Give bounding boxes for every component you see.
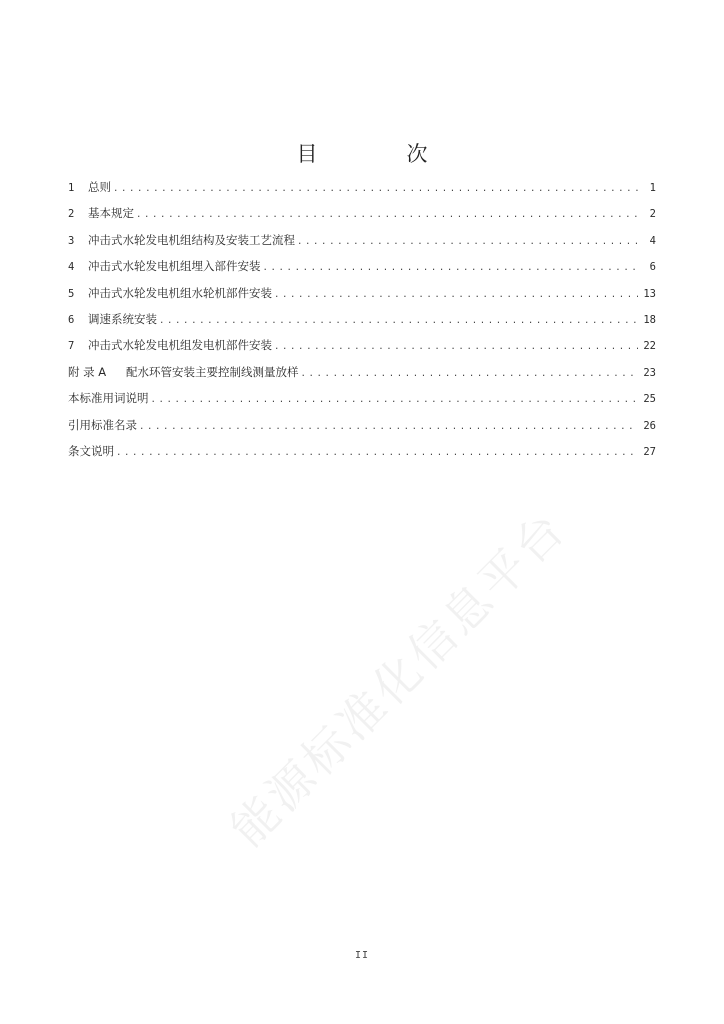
toc-entry-page: 13 [643,287,656,300]
toc-entry-title: 冲击式水轮发电机组埋入部件安装 [88,259,261,274]
toc-entry-number: 2 [68,208,75,221]
toc-entry-appendix-a[interactable] [68,362,656,388]
toc-dot-leader [301,364,639,384]
toc-entry-title: 冲击式水轮发电机组发电机部件安装 [88,338,272,353]
toc-entry-page: 4 [649,234,656,247]
toc-dot-leader [274,285,638,305]
toc-entry-1[interactable] [68,177,656,203]
toc-entry-page: 25 [643,393,656,406]
toc-dot-leader [139,417,638,437]
watermark: 能源标准化信息平台 [220,500,577,857]
toc-entry-title: 调速系统安装 [88,311,157,326]
toc-entry-6[interactable] [68,309,656,335]
toc-entry-title: 条文说明 [68,443,114,458]
toc-entry-4[interactable] [68,256,656,282]
toc-entry-title: 冲击式水轮发电机组水轮机部件安装 [88,285,272,300]
toc-entry-number: 7 [68,340,75,353]
toc-entry-terms[interactable] [68,388,656,414]
toc-entry-page: 6 [649,261,656,274]
toc-entry-title: 配水环管安装主要控制线测量放样 [126,364,299,379]
toc-entry-number: 6 [68,313,75,326]
toc-dot-leader [274,337,638,357]
toc-dot-leader [116,443,638,463]
toc-entry-page: 27 [643,445,656,458]
toc-entry-title: 本标准用词说明 [68,391,149,406]
toc-entry-page: 2 [649,208,656,221]
toc-dot-leader [159,311,638,331]
toc-entry-title: 基本规定 [88,206,134,221]
toc-entry-number: 附 录 A [68,364,107,379]
table-of-contents [68,177,656,467]
toc-entry-number: 3 [68,234,75,247]
toc-dot-leader [136,205,638,225]
page-number: II [354,950,370,961]
toc-entry-title: 引用标准名录 [68,417,137,432]
toc-entry-2[interactable] [68,203,656,229]
toc-dot-leader [263,258,639,278]
toc-entry-title: 冲击式水轮发电机组结构及安装工艺流程 [88,232,295,247]
toc-entry-references[interactable] [68,415,656,441]
toc-entry-explanation[interactable] [68,441,656,467]
toc-dot-leader [297,232,638,252]
toc-entry-number: 1 [68,182,75,194]
toc-entry-3[interactable] [68,230,656,256]
toc-entry-number: 5 [68,287,75,300]
toc-dot-leader [113,179,638,199]
page-title: 目 次 [296,142,462,166]
toc-entry-page: 26 [643,419,656,432]
toc-entry-7[interactable] [68,335,656,361]
toc-entry-page: 23 [643,366,656,379]
toc-entry-5[interactable] [68,283,656,309]
toc-entry-page: 22 [643,340,656,353]
toc-entry-number: 4 [68,261,75,274]
toc-entry-title: 总则 [88,180,111,194]
toc-entry-page: 1 [649,182,656,194]
toc-entry-page: 18 [643,313,656,326]
toc-dot-leader [151,390,639,410]
